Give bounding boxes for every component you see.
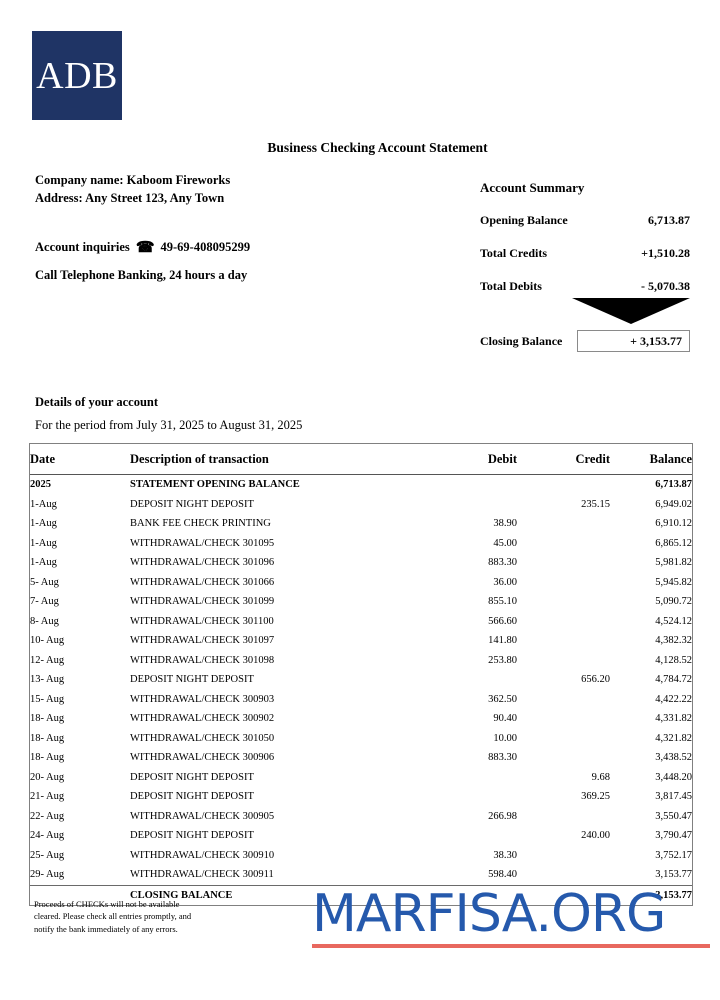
cell-credit bbox=[517, 865, 610, 885]
cell-balance: 3,790.47 bbox=[655, 830, 692, 842]
table-row bbox=[30, 709, 692, 729]
cell-debit: 598.40 bbox=[488, 869, 517, 881]
telephone-icon: ☎ bbox=[135, 240, 155, 256]
table-row bbox=[30, 651, 692, 671]
cell-description: WITHDRAWAL/CHECK 301095 bbox=[130, 537, 275, 549]
cell-description: WITHDRAWAL/CHECK 301066 bbox=[130, 576, 275, 588]
cell-balance: 4,524.12 bbox=[655, 615, 692, 627]
cell-credit bbox=[517, 631, 610, 651]
cell-date: 1-Aug bbox=[30, 498, 57, 510]
cell-date: 21- Aug bbox=[30, 791, 65, 803]
cell-credit: 240.00 bbox=[581, 830, 610, 842]
cell-debit: 90.40 bbox=[493, 713, 517, 725]
cell-balance: 4,422.22 bbox=[655, 693, 692, 705]
footer-line-1: Proceeds of CHECKs will not be available bbox=[34, 899, 180, 909]
cell-balance: 4,784.72 bbox=[655, 674, 692, 686]
cell-date: 24- Aug bbox=[30, 830, 65, 842]
cell-credit bbox=[517, 651, 610, 671]
cell-balance: 3,752.17 bbox=[655, 849, 692, 861]
cell-description: WITHDRAWAL/CHECK 300911 bbox=[130, 869, 274, 881]
inquiries-note: Call Telephone Banking, 24 hours a day bbox=[35, 268, 248, 282]
cell-debit bbox=[424, 495, 517, 515]
cell-date: 13- Aug bbox=[30, 674, 65, 686]
cell-description: DEPOSIT NIGHT DEPOSIT bbox=[130, 830, 254, 842]
cell-balance: 3,448.20 bbox=[655, 771, 692, 783]
cell-balance: 4,321.82 bbox=[655, 732, 692, 744]
watermark bbox=[312, 884, 710, 948]
table-row bbox=[30, 612, 692, 632]
footer-disclaimer bbox=[34, 898, 284, 935]
cell-date: 7- Aug bbox=[30, 596, 59, 608]
cell-balance: 5,945.82 bbox=[655, 576, 692, 588]
table-row bbox=[30, 495, 692, 515]
cell-debit: 38.30 bbox=[493, 849, 517, 861]
cell-description: DEPOSIT NIGHT DEPOSIT bbox=[130, 498, 254, 510]
summary-label: Total Credits bbox=[480, 246, 548, 260]
cell-date: 10- Aug bbox=[30, 635, 65, 647]
account-summary-title: Account Summary bbox=[480, 180, 585, 195]
table-row bbox=[30, 670, 692, 690]
table-row bbox=[30, 690, 692, 710]
bank-logo-text: ADB bbox=[36, 54, 118, 97]
inquiries-phone-number: 49-69-408095299 bbox=[160, 240, 251, 255]
table-row bbox=[30, 553, 692, 573]
table-row bbox=[30, 475, 692, 495]
cell-description: BANK FEE CHECK PRINTING bbox=[130, 518, 271, 530]
cell-credit bbox=[517, 573, 610, 593]
cell-description: WITHDRAWAL/CHECK 301100 bbox=[130, 615, 274, 627]
cell-credit bbox=[517, 592, 610, 612]
cell-balance: 6,713.87 bbox=[655, 479, 692, 491]
table-row bbox=[30, 573, 692, 593]
cell-credit: 369.25 bbox=[581, 791, 610, 803]
transactions-table bbox=[29, 443, 693, 906]
cell-debit: 141.80 bbox=[488, 635, 517, 647]
cell-debit bbox=[424, 768, 517, 788]
cell-balance: 3,153.77 bbox=[655, 869, 692, 881]
cell-description: STATEMENT OPENING BALANCE bbox=[130, 479, 300, 491]
cell-debit: 45.00 bbox=[493, 537, 517, 549]
arrow-down-icon bbox=[572, 298, 690, 324]
summary-row-closing-balance bbox=[480, 330, 690, 352]
cell-date: 20- Aug bbox=[30, 771, 65, 783]
cell-date: 25- Aug bbox=[30, 849, 65, 861]
cell-date: 1-Aug bbox=[30, 557, 57, 569]
cell-credit bbox=[517, 748, 610, 768]
cell-balance: 4,331.82 bbox=[655, 713, 692, 725]
cell-date: 8- Aug bbox=[30, 615, 59, 627]
company-block bbox=[35, 172, 230, 208]
table-row bbox=[30, 826, 692, 846]
table-body bbox=[30, 475, 692, 906]
summary-label: Opening Balance bbox=[480, 213, 568, 227]
cell-credit bbox=[517, 514, 610, 534]
summary-row-total-debits bbox=[480, 279, 690, 294]
cell-credit bbox=[517, 553, 610, 573]
cell-balance: 6,865.12 bbox=[655, 537, 692, 549]
table-row bbox=[30, 534, 692, 554]
cell-description: WITHDRAWAL/CHECK 300902 bbox=[130, 713, 275, 725]
closing-balance-label: Closing Balance bbox=[480, 333, 563, 348]
table-row bbox=[30, 787, 692, 807]
cell-credit bbox=[517, 709, 610, 729]
cell-date: 12- Aug bbox=[30, 654, 65, 666]
summary-row-total-credits bbox=[480, 246, 690, 261]
cell-balance: 6,949.02 bbox=[655, 498, 692, 510]
cell-balance: 6,910.12 bbox=[655, 518, 692, 530]
cell-description: CLOSING BALANCE bbox=[130, 885, 424, 905]
cell-debit bbox=[424, 787, 517, 807]
company-address: Address: Any Street 123, Any Town bbox=[35, 190, 225, 205]
cell-balance: 5,981.82 bbox=[655, 557, 692, 569]
column-header-debit: Debit bbox=[424, 444, 517, 475]
cell-date: 1-Aug bbox=[30, 537, 57, 549]
column-header-date: Date bbox=[30, 444, 130, 475]
summary-value: +1,510.28 bbox=[641, 246, 690, 260]
cell-description: DEPOSIT NIGHT DEPOSIT bbox=[130, 674, 254, 686]
table-row bbox=[30, 514, 692, 534]
cell-debit bbox=[424, 670, 517, 690]
cell-description: WITHDRAWAL/CHECK 300906 bbox=[130, 752, 275, 764]
table-row bbox=[30, 865, 692, 885]
cell-debit: 36.00 bbox=[493, 576, 517, 588]
cell-debit: 566.60 bbox=[488, 615, 517, 627]
cell-date: 2025 bbox=[30, 479, 51, 491]
cell-description: WITHDRAWAL/CHECK 301098 bbox=[130, 654, 275, 666]
cell-date: 18- Aug bbox=[30, 713, 65, 725]
summary-row-opening-balance bbox=[480, 213, 690, 228]
column-header-description: Description of transaction bbox=[130, 444, 424, 475]
cell-debit: 38.90 bbox=[493, 518, 517, 530]
cell-date: 18- Aug bbox=[30, 732, 65, 744]
cell-date: 22- Aug bbox=[30, 810, 65, 822]
cell-balance: 5,090.72 bbox=[655, 596, 692, 608]
table-row bbox=[30, 846, 692, 866]
cell-debit: 855.10 bbox=[488, 596, 517, 608]
bank-logo bbox=[32, 31, 122, 120]
column-header-balance: Balance bbox=[610, 444, 692, 475]
footer-line-2: cleared. Please check all entries promptly, and bbox=[34, 911, 192, 922]
table-row bbox=[30, 807, 692, 827]
cell-credit bbox=[517, 807, 610, 827]
cell-debit: 253.80 bbox=[488, 654, 517, 666]
table-row bbox=[30, 631, 692, 651]
cell-credit: 656.20 bbox=[581, 674, 610, 686]
table-row bbox=[30, 592, 692, 612]
cell-date: 29- Aug bbox=[30, 869, 65, 881]
inquiries-block bbox=[35, 240, 250, 282]
footer-line-3: notify the bank immediately of any errors. bbox=[34, 923, 178, 934]
cell-debit bbox=[424, 475, 517, 495]
cell-credit: 235.15 bbox=[581, 498, 610, 510]
cell-balance: 3,817.45 bbox=[655, 791, 692, 803]
cell-date: 5- Aug bbox=[30, 576, 59, 588]
cell-balance: 3,550.47 bbox=[655, 810, 692, 822]
cell-description: DEPOSIT NIGHT DEPOSIT bbox=[130, 771, 254, 783]
cell-credit bbox=[517, 729, 610, 749]
cell-date: 18- Aug bbox=[30, 752, 65, 764]
cell-description: WITHDRAWAL/CHECK 301099 bbox=[130, 596, 275, 608]
details-heading: Details of your account bbox=[35, 395, 159, 409]
cell-credit bbox=[517, 475, 610, 495]
cell-debit bbox=[424, 826, 517, 846]
cell-credit bbox=[517, 690, 610, 710]
cell-description: WITHDRAWAL/CHECK 301050 bbox=[130, 732, 275, 744]
table-header-row bbox=[30, 444, 692, 475]
column-header-credit: Credit bbox=[517, 444, 610, 475]
page-title: Business Checking Account Statement bbox=[267, 140, 488, 155]
summary-value: - 5,070.38 bbox=[641, 279, 690, 293]
company-name: Company name: Kaboom Fireworks bbox=[35, 173, 231, 187]
cell-balance: 3,153.77 bbox=[610, 885, 692, 905]
cell-credit bbox=[517, 534, 610, 554]
summary-label: Total Debits bbox=[480, 279, 542, 293]
table-row bbox=[30, 768, 692, 788]
cell-debit: 362.50 bbox=[488, 693, 517, 705]
summary-value: 6,713.87 bbox=[648, 213, 690, 227]
cell-description: WITHDRAWAL/CHECK 301096 bbox=[130, 557, 275, 569]
cell-description: WITHDRAWAL/CHECK 300905 bbox=[130, 810, 275, 822]
cell-debit: 266.98 bbox=[488, 810, 517, 822]
cell-description: DEPOSIT NIGHT DEPOSIT bbox=[130, 791, 254, 803]
cell-balance: 4,128.52 bbox=[655, 654, 692, 666]
cell-debit: 883.30 bbox=[488, 752, 517, 764]
cell-credit bbox=[517, 846, 610, 866]
cell-debit: 883.30 bbox=[488, 557, 517, 569]
details-period: For the period from July 31, 2025 to August 31, 2025 bbox=[35, 418, 303, 432]
watermark-text: MARFISA.ORG bbox=[312, 884, 666, 944]
inquiries-label: Account inquiries bbox=[35, 240, 130, 255]
cell-description: WITHDRAWAL/CHECK 300903 bbox=[130, 693, 275, 705]
cell-description: WITHDRAWAL/CHECK 300910 bbox=[130, 849, 275, 861]
closing-balance-value: + 3,153.77 bbox=[577, 330, 690, 352]
cell-balance: 3,438.52 bbox=[655, 752, 692, 764]
cell-description: WITHDRAWAL/CHECK 301097 bbox=[130, 635, 275, 647]
table-row bbox=[30, 729, 692, 749]
watermark-underline bbox=[312, 944, 710, 948]
cell-credit bbox=[517, 612, 610, 632]
cell-date: 1-Aug bbox=[30, 518, 57, 530]
cell-balance: 4,382.32 bbox=[655, 635, 692, 647]
cell-credit: 9.68 bbox=[591, 771, 610, 783]
cell-date: 15- Aug bbox=[30, 693, 65, 705]
cell-debit: 10.00 bbox=[493, 732, 517, 744]
account-summary bbox=[480, 180, 690, 348]
table-row bbox=[30, 748, 692, 768]
